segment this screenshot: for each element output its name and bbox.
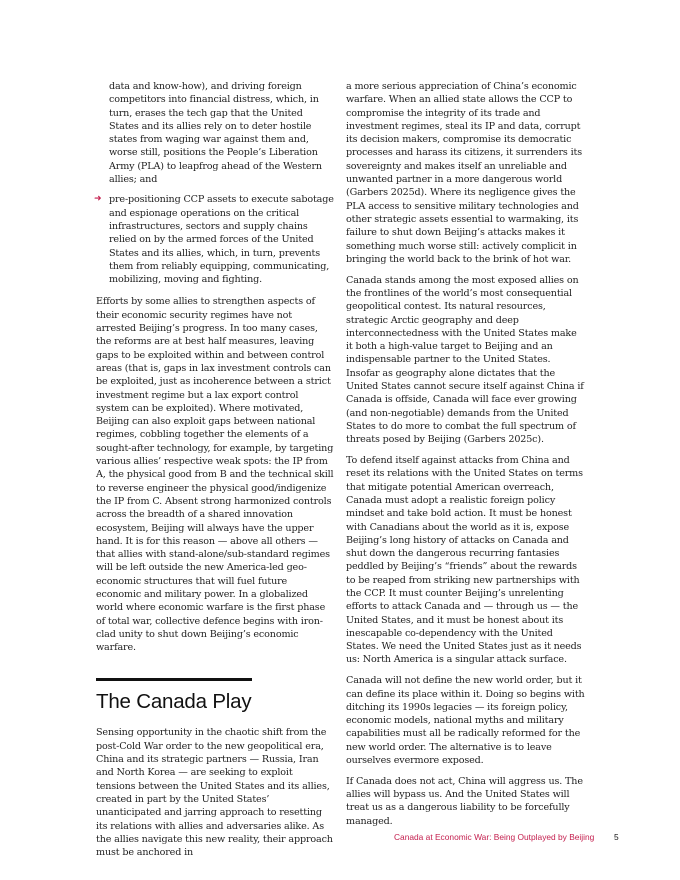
section-divider <box>96 678 252 681</box>
bullet-list-item <box>96 193 334 286</box>
bullet-list-item-continued <box>96 80 334 186</box>
body-paragraph: Canada stands among the most exposed allies on the frontlines of the world’s most consequential geopolitical contest. Its natural resources, strategic Arctic geography and deep interconnectedness with the United States make it both a high-value target to Beijing and an indispensable partner to the United States. Insofar as geography alone dictates that the United States cannot secure itself against China if Canada is offside, Canada will face ever growing (and non-negotiable) demands from the United States to do more to combat the full spectrum of threats posed by Beijing (Garbers 2025c). <box>346 274 584 446</box>
page-number: 5 <box>614 832 619 842</box>
right-column <box>346 80 586 836</box>
left-column <box>96 80 334 867</box>
bullet-text: pre-positioning CCP assets to execute sabotage and espionage operations on the critical infrastructures, sectors and supply chains relied on by the armed forces of the United States and its allies, which, in turn, prevents them from reliably equipping, communicating, mobilizing, moving and fighting. <box>109 194 334 286</box>
bullet-list <box>96 80 334 286</box>
body-paragraph: To defend itself against attacks from China and reset its relations with the United States on terms that mitigate potential American overreach, Canada must adopt a realistic foreign policy mindset and take bold action. It must be honest with Canadians about the world as it is, expose Beijing’s long history of attacks on Canada and shut down the dangerous recurring fantasies peddled by Beijing’s “friends” about the rewards to be reaped from striking new partnerships with the CCP. It must counter Beijing’s unrelenting efforts to attack Canada and — through us — the United States, and it must be honest about its inescapable co-dependency with the United States. We need the United States just as it needs us: North America is a singular attack surface. <box>346 455 583 666</box>
body-paragraph: Sensing opportunity in the chaotic shift from the post-Cold War order to the new geopolitical era, China and its strategic partners — Russia, Iran and North Korea — are seeking to exploit tensions between the United States and its allies, created in part by the United States’ unanticipated and jarring approach to resetting its relations with allies and adversaries alike. As the allies navigate this new reality, their approach must be anchored in <box>96 727 333 859</box>
body-paragraph: Canada will not define the new world order, but it can define its place within it. Doing so begins with ditching its 1990s legacies — its foreign policy, economic models, national myths and military capabilities must all be radically reformed for the new world order. The alternative is to leave ourselves evermore exposed. <box>346 675 585 767</box>
running-title: Canada at Economic War: Being Outplayed by Beijing <box>394 832 595 842</box>
bullet-text: data and know-how), and driving foreign competitors into financial distress, which, in turn, erases the tech gap that the United States and its allies rely on to deter hostile states from waging war against them and, worse still, positions the People’s Liberation Army (PLA) to leapfrog ahead of the Western allies; and <box>109 81 322 186</box>
section-heading: The Canada Play <box>96 690 252 714</box>
arrow-right-icon: ➜ <box>94 194 102 205</box>
body-paragraph: Efforts by some allies to strengthen aspects of their economic security regimes have not arrested Beijing’s progress. In too many cases, the reforms are at best half measures, leaving gaps to be exploited within and between control areas (that is, gaps in lax investment controls can be exploited, just as incoherence between a strict investment regime but a lax export control system can be exploited). Where motivated, Beijing can also exploit gaps between national regimes, cobbling together the elements of a sought-after technology, for example, by targeting various allies’ respective weak spots: the IP from A, the physical good from B and the technical skill to reverse engineer the physical good/indigenize the IP from C. Absent strong harmonized controls across the breadth of a shared innovation ecosystem, Beijing will always have the upper hand. It is for this reason — above all others — that allies with stand-alone/sub-standard regimes will be left outside the new America-led geo-economic structures that will fuel future economic and military power. In a globalized world where economic warfare is the first phase of total war, collective defence begins with iron-clad unity to shut down Beijing’s economic warfare. <box>96 296 334 654</box>
body-paragraph: a more serious appreciation of China’s economic warfare. When an allied state allows the CCP to compromise the integrity of its trade and investment regimes, steal its IP and data, corrupt its decision makers, compromise its democratic processes and harass its citizens, it surrenders its sovereignty and makes itself an unreliable and unwanted partner in a more dangerous world (Garbers 2025d). Where its negligence gives the PLA access to sensitive military technologies and other strategic assets essential to warmaking, its failure to shut down Beijing’s attacks makes it something much worse still: actively complicit in bringing the world back to the brink of hot war. <box>346 81 582 265</box>
body-paragraph: If Canada does not act, China will aggress us. The allies will bypass us. And the United States will treat us as a dangerous liability to be forcefully managed. <box>346 775 583 827</box>
